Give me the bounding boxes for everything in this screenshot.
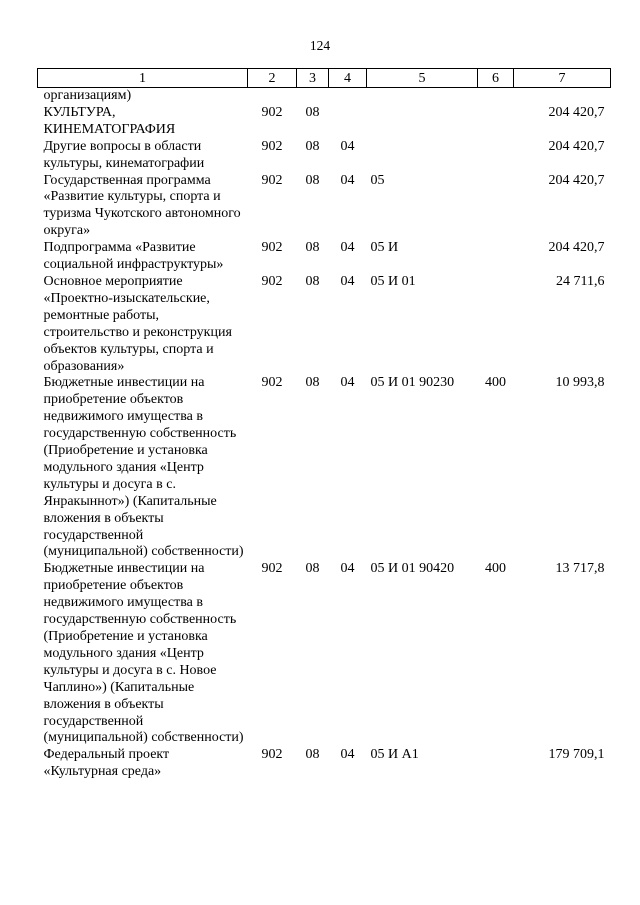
cell-section-code [297, 88, 329, 105]
cell-name: Государственная программа «Развитие культуры, спорта и туризма Чукотского автономного округа» [43, 172, 241, 239]
cell-admin-code: 902 [261, 240, 283, 256]
cell-name: КУЛЬТУРА, КИНЕМАТОГРАФИЯ [43, 104, 176, 137]
cell-subsection-code [329, 105, 367, 139]
cell-name: организациям) [43, 88, 132, 103]
cell-program-code: 05 И 01 [370, 273, 416, 289]
cell-section-code: 08 [305, 138, 320, 154]
cell-sum [514, 88, 611, 105]
cell-sum: 10 993,8 [555, 375, 605, 391]
column-header: 7 [514, 69, 611, 88]
cell-program-code: 05 И 01 90420 [370, 561, 455, 577]
table-row [38, 561, 611, 747]
cell-subsection-code: 04 [340, 138, 355, 154]
table-row [38, 375, 611, 561]
cell-section-code: 08 [305, 747, 320, 763]
cell-expense-type: 400 [485, 561, 506, 577]
cell-admin-code: 902 [261, 172, 283, 188]
cell-sum: 179 709,1 [548, 747, 605, 763]
cell-program-code: 05 И А1 [370, 747, 419, 763]
cell-program-code [367, 105, 478, 139]
cell-name: Подпрограмма «Развитие социальной инфраструктуры» [43, 240, 224, 273]
cell-admin-code [248, 88, 297, 105]
cell-admin-code: 902 [261, 138, 283, 154]
cell-expense-type [478, 88, 514, 105]
table-row [38, 139, 611, 173]
table-row [38, 240, 611, 274]
cell-subsection-code: 04 [340, 172, 355, 188]
column-header: 6 [478, 69, 514, 88]
cell-section-code: 08 [305, 561, 320, 577]
table-row [38, 274, 611, 375]
cell-name: Основное мероприятие «Проектно-изыскательские, ремонтные работы, строительство и реконструкция объектов культуры, спорта и образования» [43, 273, 232, 374]
table-header-row [38, 69, 611, 88]
cell-expense-type [478, 274, 514, 375]
cell-subsection-code: 04 [340, 561, 355, 577]
cell-program-code [367, 139, 478, 173]
cell-name: Бюджетные инвестиции на приобретение объектов недвижимого имущества в государственную собственность (Приобретение и установка модульного здания «Центр культуры и досуга в с. Новое Чаплино») (Капитальные вложения в объекты государственной (муниципальной) собственности) [43, 561, 244, 746]
table-row [38, 747, 611, 781]
cell-admin-code: 902 [261, 104, 283, 120]
cell-sum: 204 420,7 [548, 138, 605, 154]
column-header: 1 [38, 69, 248, 88]
table-row [38, 88, 611, 105]
cell-sum: 204 420,7 [548, 240, 605, 256]
cell-section-code: 08 [305, 104, 320, 120]
cell-name: Федеральный проект «Культурная среда» [43, 747, 170, 780]
cell-subsection-code [329, 88, 367, 105]
cell-subsection-code: 04 [340, 240, 355, 256]
cell-program-code: 05 И 01 90230 [370, 375, 455, 391]
cell-section-code: 08 [305, 273, 320, 289]
cell-name: Бюджетные инвестиции на приобретение объектов недвижимого имущества в государственную собственность (Приобретение и установка модульного здания «Центр культуры и досуга в с. Янракыннот») (Капитальные вложения в объекты государственной (муниципальной) собственности) [43, 375, 244, 560]
column-header: 4 [329, 69, 367, 88]
cell-subsection-code: 04 [340, 747, 355, 763]
cell-section-code: 08 [305, 172, 320, 188]
cell-program-code [367, 88, 478, 105]
cell-expense-type [478, 747, 514, 781]
cell-sum: 24 711,6 [556, 273, 605, 289]
cell-sum: 13 717,8 [555, 561, 605, 577]
cell-program-code: 05 И [370, 240, 399, 256]
cell-expense-type: 400 [485, 375, 506, 391]
cell-subsection-code: 04 [340, 273, 355, 289]
cell-name: Другие вопросы в области культуры, кинематографии [43, 138, 205, 171]
cell-program-code: 05 [370, 172, 385, 188]
cell-expense-type [478, 173, 514, 241]
column-header: 2 [248, 69, 297, 88]
cell-sum: 204 420,7 [548, 172, 605, 188]
cell-section-code: 08 [305, 240, 320, 256]
budget-table [37, 68, 611, 781]
column-header: 5 [367, 69, 478, 88]
cell-section-code: 08 [305, 375, 320, 391]
table-row [38, 105, 611, 139]
page-number: 124 [309, 38, 331, 53]
cell-admin-code: 902 [261, 375, 283, 391]
table-row [38, 173, 611, 241]
cell-sum: 204 420,7 [548, 104, 605, 120]
cell-admin-code: 902 [261, 273, 283, 289]
cell-expense-type [478, 105, 514, 139]
column-header: 3 [297, 69, 329, 88]
cell-admin-code: 902 [261, 747, 283, 763]
cell-expense-type [478, 240, 514, 274]
cell-expense-type [478, 139, 514, 173]
cell-subsection-code: 04 [340, 375, 355, 391]
cell-admin-code: 902 [261, 561, 283, 577]
